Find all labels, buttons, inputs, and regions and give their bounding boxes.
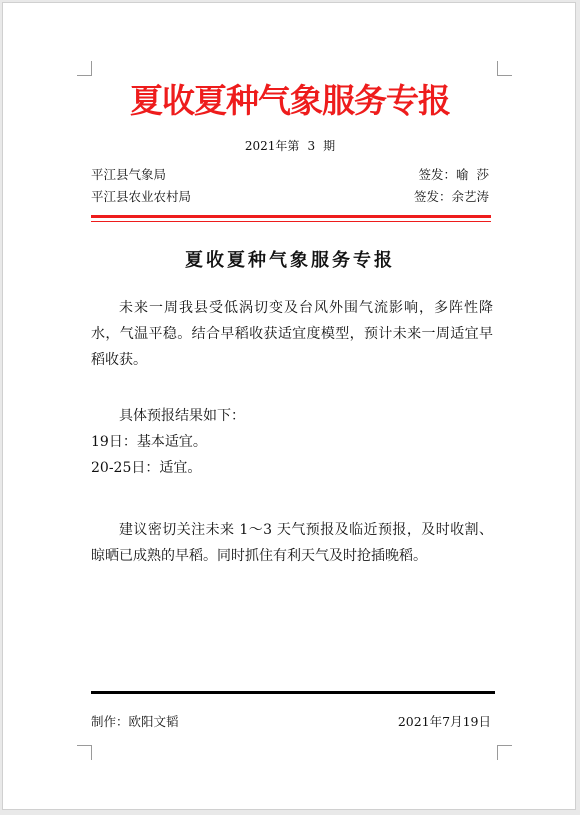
document-page	[2, 2, 576, 810]
signer-label: 签发：	[413, 189, 452, 204]
margin-corner-mark	[497, 61, 512, 76]
signer-line-1	[419, 166, 489, 184]
forecast-section	[91, 403, 493, 481]
margin-corner-mark	[77, 745, 92, 760]
red-divider-thin	[91, 221, 491, 222]
signer-name: 喻 莎	[456, 167, 489, 182]
issue-date: 2021年7月19日	[397, 714, 491, 729]
signer-name: 余艺涛	[451, 189, 489, 204]
margin-corner-mark	[497, 745, 512, 760]
masthead-title: 夏收夏种气象服务专报	[130, 81, 450, 120]
document-title: 夏收夏种气象服务专报	[185, 250, 395, 271]
advice-paragraph: 建议密切关注未来 1～3 天气预报及临近预报，及时收割、晾晒已成熟的早稻。同时抓住有利天气及时抢插晚稻。	[91, 522, 493, 564]
author-credit: 制作：欧阳文韬	[91, 714, 179, 729]
issue-line	[3, 137, 577, 155]
issue-suffix: 期	[323, 139, 336, 153]
issuing-org-meteorological: 平江县气象局	[91, 167, 167, 182]
issuing-org-agriculture: 平江县农业农村局	[91, 189, 192, 204]
forecast-item: 19日：基本适宜。	[91, 434, 207, 450]
footer-divider	[91, 691, 495, 694]
issue-prefix: 2021年第	[244, 139, 300, 153]
issue-number: 3	[307, 139, 316, 153]
signer-label: 签发：	[418, 167, 457, 182]
forecast-item: 20-25日：适宜。	[91, 460, 202, 476]
forecast-heading: 具体预报结果如下：	[119, 408, 245, 424]
margin-corner-mark	[77, 61, 92, 76]
intro-paragraph: 未来一周我县受低涡切变及台风外围气流影响，多阵性降水，气温平稳。结合早稻收获适宜度模型，预计未来一周适宜早稻收获。	[91, 300, 493, 368]
red-divider-thick	[91, 215, 491, 218]
signer-line-2	[414, 188, 489, 206]
